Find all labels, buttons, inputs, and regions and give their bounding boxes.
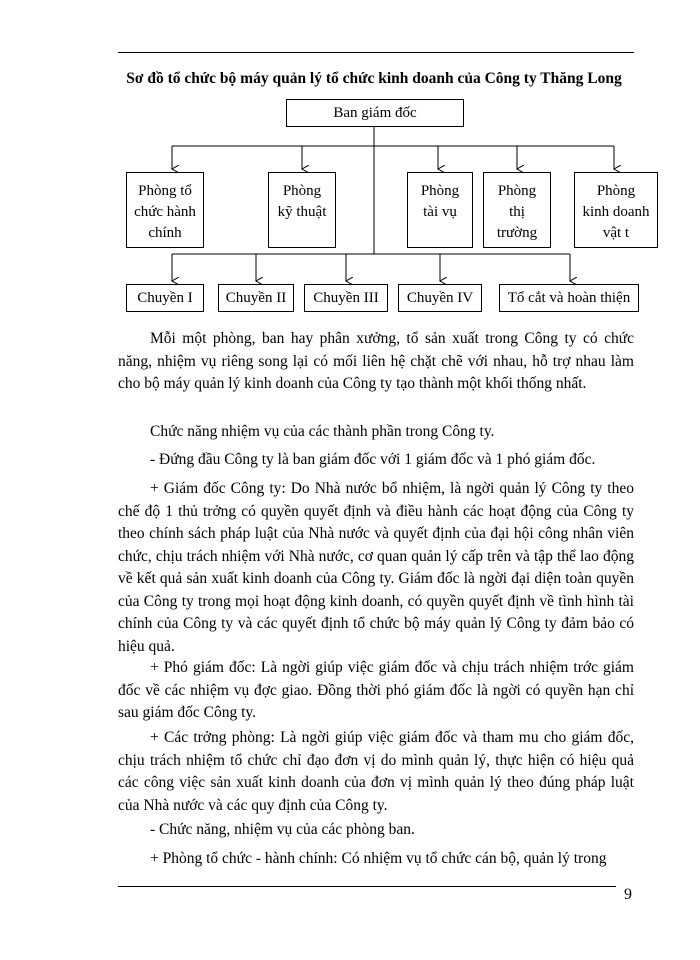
paragraph-director: + Giám đốc Công ty: Do Nhà nước bổ nhiệm, là ngời quản lý Công ty theo chế độ 1 thủ trởng có quyền quyết định và điều hành các hoạt động của Công ty theo chính sách pháp luật của Nhà nước và quyết định của đại hội công nhân viên chức, chịu trách nhiệm với Nhà nước, cơ quan quản lý cấp trên và tập thể lao động về kết quả sản xuất kinh doanh của Công ty. Giám đốc là ngời đại diện toàn quyền của Công ty trong mọi hoạt động kinh doanh, có quyền quyết định về tình hình tài chính của Công ty và các quyết định tổ chức bộ máy quản lý Công ty đảm bảo có hiệu quả. xyxy=(118,480,634,655)
paragraph-board: - Đứng đầu Công ty là ban giám đốc với 1 giám đốc và 1 phó giám đốc. xyxy=(150,451,596,468)
footer-rule xyxy=(118,886,616,887)
chart-title: Sơ đồ tổ chức bộ máy quản lý tổ chức kinh doanh của Công ty Thăng Long xyxy=(126,70,622,87)
board-of-directors-box xyxy=(286,99,464,127)
unit-box-3 xyxy=(304,284,388,312)
dept-label-business: Phòng kinh doanh vật t xyxy=(582,183,650,241)
unit-label-4: Chuyền IV xyxy=(406,289,474,306)
org-chart-connectors xyxy=(0,0,700,330)
dept-box-finance xyxy=(407,172,473,248)
page-number: 9 xyxy=(624,886,632,903)
dept-box-admin xyxy=(126,172,204,248)
unit-box-1 xyxy=(126,284,204,312)
paragraph-deputy-director: + Phó giám đốc: Là ngời giúp việc giám đốc và chịu trách nhiệm trớc giám đốc về các nhiệm vụ đợc giao. Đồng thời phó giám đốc là ngời có quyền hạn chỉ sau giám đốc Công ty. xyxy=(118,659,634,721)
dept-label-admin: Phòng tổ chức hành chính xyxy=(134,183,196,241)
unit-label-3: Chuyền III xyxy=(313,289,379,306)
unit-label-5: Tổ cắt và hoàn thiện xyxy=(507,289,631,306)
unit-box-2 xyxy=(218,284,294,312)
board-of-directors-label: Ban giám đốc xyxy=(333,104,417,121)
paragraph-admin-department: + Phòng tổ chức - hành chính: Có nhiệm vụ tổ chức cán bộ, quản lý trong xyxy=(150,850,607,867)
paragraph-departments-heading: - Chức năng, nhiệm vụ của các phòng ban. xyxy=(150,821,415,838)
dept-box-business xyxy=(574,172,658,248)
dept-box-technical xyxy=(268,172,336,248)
dept-label-technical: Phòng kỹ thuật xyxy=(277,183,327,220)
unit-label-2: Chuyền II xyxy=(225,289,287,306)
dept-label-market: Phòng thị trường xyxy=(496,183,538,241)
unit-label-1: Chuyền I xyxy=(137,289,193,306)
dept-box-market xyxy=(483,172,551,248)
paragraph-department-heads: + Các trởng phòng: Là ngời giúp việc giám đốc và tham mu cho giám đốc, chịu trách nhiệm tổ chức chỉ đạo đơn vị do mình quản lý, thực hiện có hiệu quả các công việc sản xuất kinh doanh của đơn vị mình quản lý theo đúng pháp luật của Nhà nước và các quy định của Công ty. xyxy=(118,729,634,814)
unit-box-5 xyxy=(499,284,639,312)
paragraph-functions-heading: Chức năng nhiệm vụ của các thành phần trong Công ty. xyxy=(150,423,495,440)
paragraph-intro: Mỗi một phòng, ban hay phân xưởng, tổ sản xuất trong Công ty có chức năng, nhiệm vụ riêng song lại có mối liên hệ chặt chẽ với nhau, hỗ trợ nhau làm cho bộ máy quản lý kinh doanh của Công ty tạo thành một khối thống nhất. xyxy=(118,330,634,392)
unit-box-4 xyxy=(398,284,482,312)
dept-label-finance: Phòng tài vụ xyxy=(420,183,460,220)
